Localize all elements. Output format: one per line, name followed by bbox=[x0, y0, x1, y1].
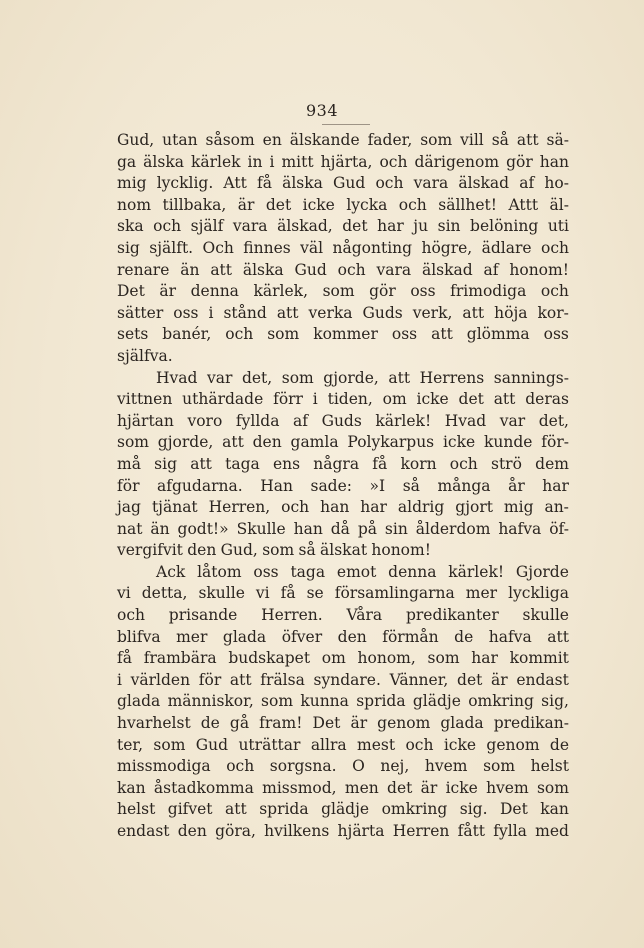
text-line: få frambära budskapet om honom, som har kommit bbox=[117, 649, 569, 668]
page-number-underline bbox=[322, 124, 370, 125]
text-line: glada människor, som kunna sprida glädje omkring sig, bbox=[117, 692, 569, 711]
text-line: Hvad var det, som gjorde, att Herrens sannings- bbox=[156, 368, 569, 387]
text-line: endast den göra, hvilkens hjärta Herren fått fylla med bbox=[117, 822, 569, 840]
text-line: Det är denna kärlek, som gör oss frimodiga och bbox=[117, 282, 569, 301]
text-line: ga älska kärlek in i mitt hjärta, och därigenom gör han bbox=[117, 152, 569, 171]
text-line: Gud, utan såsom en älskande fader, som vill så att sä- bbox=[117, 131, 569, 149]
text-line: blifva mer glada öfver den förmån de hafva att bbox=[117, 627, 569, 646]
text-line: hjärtan voro fyllda af Guds kärlek! Hvad var det, bbox=[117, 411, 569, 430]
text-line: och prisande Herren. Våra predikanter skulle bbox=[117, 606, 569, 625]
text-line: renare än att älska Gud och vara älskad af honom! bbox=[117, 260, 569, 279]
text-line: må sig att taga ens några få korn och strö dem bbox=[117, 454, 569, 473]
text-line: kan åstadkomma missmod, men det är icke hvem som bbox=[117, 778, 569, 797]
text-line: som gjorde, att den gamla Polykarpus icke kunde för- bbox=[117, 433, 569, 452]
text-line: sätter oss i stånd att verka Guds verk, att höja kor- bbox=[117, 303, 569, 322]
text-line: helst gifvet att sprida glädje omkring sig. Det kan bbox=[117, 800, 569, 819]
text-line: vergifvit den Gud, som så älskat honom! bbox=[117, 541, 431, 560]
text-line: vittnen uthärdade förr i tiden, om icke det att deras bbox=[117, 390, 569, 409]
text-line: ska och själf vara älskad, det har ju sin belöning uti bbox=[117, 217, 569, 236]
text-line: sig själft. Och finnes väl någonting högre, ädlare och bbox=[117, 238, 569, 257]
text-line: nat än godt!» Skulle han då på sin ålderdom hafva öf- bbox=[117, 519, 569, 538]
page-number: 934 bbox=[305, 101, 339, 120]
text-line: ter, som Gud uträttar allra mest och icke genom de bbox=[117, 735, 569, 754]
text-line: Ack låtom oss taga emot denna kärlek! Gjorde bbox=[156, 562, 569, 581]
text-line: mig lycklig. Att få älska Gud och vara älskad af ho- bbox=[117, 174, 569, 193]
text-line: för afgudarna. Han sade: »I så många år har bbox=[117, 476, 569, 495]
text-line: själfva. bbox=[117, 346, 173, 365]
text-line: jag tjänat Herren, och han har aldrig gjort mig an- bbox=[117, 498, 569, 517]
text-line: hvarhelst de gå fram! Det är genom glada predikan- bbox=[117, 714, 569, 733]
body-text bbox=[117, 130, 569, 843]
text-line: nom tillbaka, är det icke lycka och sällhet! Attt äl- bbox=[117, 195, 569, 214]
text-line: i världen för att frälsa syndare. Vänner, det är endast bbox=[117, 670, 569, 689]
text-line: vi detta, skulle vi få se församlingarna mer lyckliga bbox=[117, 584, 569, 603]
text-line: missmodiga och sorgsna. O nej, hvem som helst bbox=[117, 757, 569, 776]
text-line: sets banér, och som kommer oss att glömma oss bbox=[117, 325, 569, 344]
